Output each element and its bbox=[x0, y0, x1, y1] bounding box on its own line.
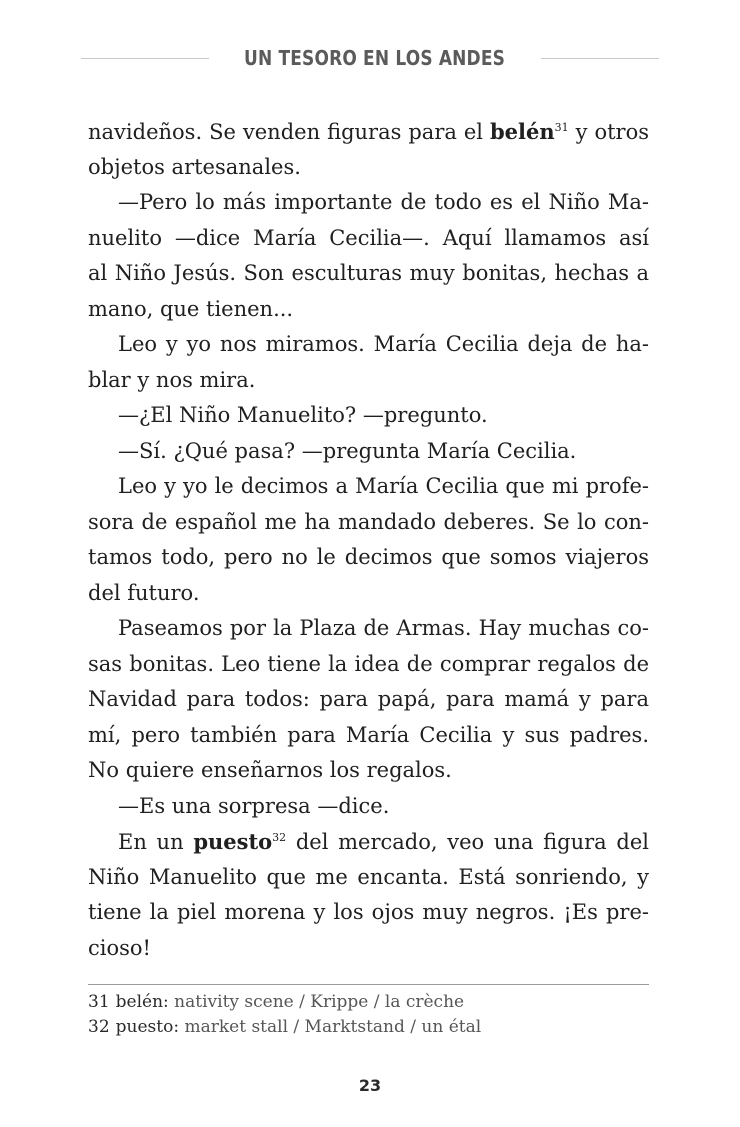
text-line: Paseamos por la Plaza de Armas. Hay muchas co- bbox=[118, 616, 649, 640]
glossary-term: puesto bbox=[193, 829, 273, 854]
text-run: del mercado, veo una figura del bbox=[286, 830, 649, 854]
footnote bbox=[88, 990, 649, 1015]
text-line: Leo y yo nos miramos. María Cecilia deja de ha- bbox=[118, 332, 649, 356]
text-run: navideños. Se venden figuras para el bbox=[88, 120, 490, 144]
book-title: UN TESORO EN LOS ANDES bbox=[244, 46, 506, 70]
header-rule-right bbox=[541, 58, 659, 59]
text-line bbox=[88, 114, 649, 150]
text-line: nuelito —dice María Cecilia—. Aquí llamamos así bbox=[88, 225, 649, 250]
text-line: Leo y yo le decimos a María Cecilia que mi profe- bbox=[118, 474, 649, 498]
footnote-number: 32 bbox=[88, 1017, 110, 1037]
text-line: Niño Manuelito que me encanta. Está sonriendo, y bbox=[88, 864, 649, 889]
text-run: En un bbox=[118, 830, 194, 854]
text-line: mí, pero también para María Cecilia y sus padres. bbox=[88, 722, 649, 747]
text-line: mano, que tienen... bbox=[88, 296, 294, 321]
footnote-divider bbox=[88, 984, 649, 985]
text-line: tiene la piel morena y los ojos muy negros. ¡Es pre- bbox=[88, 900, 649, 924]
text-line: —¿El Niño Manuelito? —pregunto. bbox=[118, 403, 488, 427]
footnote-term: puesto: bbox=[115, 1017, 180, 1037]
text-line: blar y nos mira. bbox=[88, 367, 256, 392]
text-line: Navidad para todos: para papá, para mamá y para bbox=[88, 687, 649, 711]
text-line: —Sí. ¿Qué pasa? —pregunta María Cecilia. bbox=[118, 438, 577, 463]
footnote-marker: 32 bbox=[272, 831, 287, 844]
text-line: al Niño Jesús. Son esculturas muy bonitas, hechas a bbox=[88, 261, 649, 285]
footnote bbox=[88, 1015, 649, 1040]
footnote-number: 31 bbox=[88, 992, 110, 1012]
footnotes bbox=[88, 990, 649, 1040]
text-line: objetos artesanales. bbox=[88, 154, 301, 179]
text-line bbox=[88, 824, 649, 860]
body-text bbox=[88, 114, 649, 966]
running-header bbox=[0, 40, 740, 76]
text-line: tamos todo, pero no le decimos que somos viajeros bbox=[88, 545, 649, 569]
text-line: sas bonitas. Leo tiene la idea de comprar regalos de bbox=[88, 651, 649, 676]
page-number: 23 bbox=[358, 1076, 382, 1095]
footnote-marker: 31 bbox=[554, 121, 569, 134]
footnote-term: belén: bbox=[115, 992, 169, 1012]
footnote-text: nativity scene / Krippe / la crèche bbox=[168, 992, 465, 1012]
text-line: —Es una sorpresa —dice. bbox=[118, 793, 390, 818]
glossary-term: belén bbox=[489, 119, 555, 144]
text-line: cioso! bbox=[88, 935, 151, 960]
text-line: —Pero lo más importante de todo es el Niño Ma- bbox=[118, 190, 649, 214]
footnote-text: market stall / Marktstand / un étal bbox=[179, 1017, 482, 1037]
text-run: y otros bbox=[568, 120, 649, 144]
text-line: No quiere enseñarnos los regalos. bbox=[88, 758, 452, 782]
header-rule-left bbox=[81, 58, 209, 59]
text-line: del futuro. bbox=[88, 580, 200, 605]
text-line: sora de español me ha mandado deberes. Se lo con- bbox=[88, 509, 649, 534]
